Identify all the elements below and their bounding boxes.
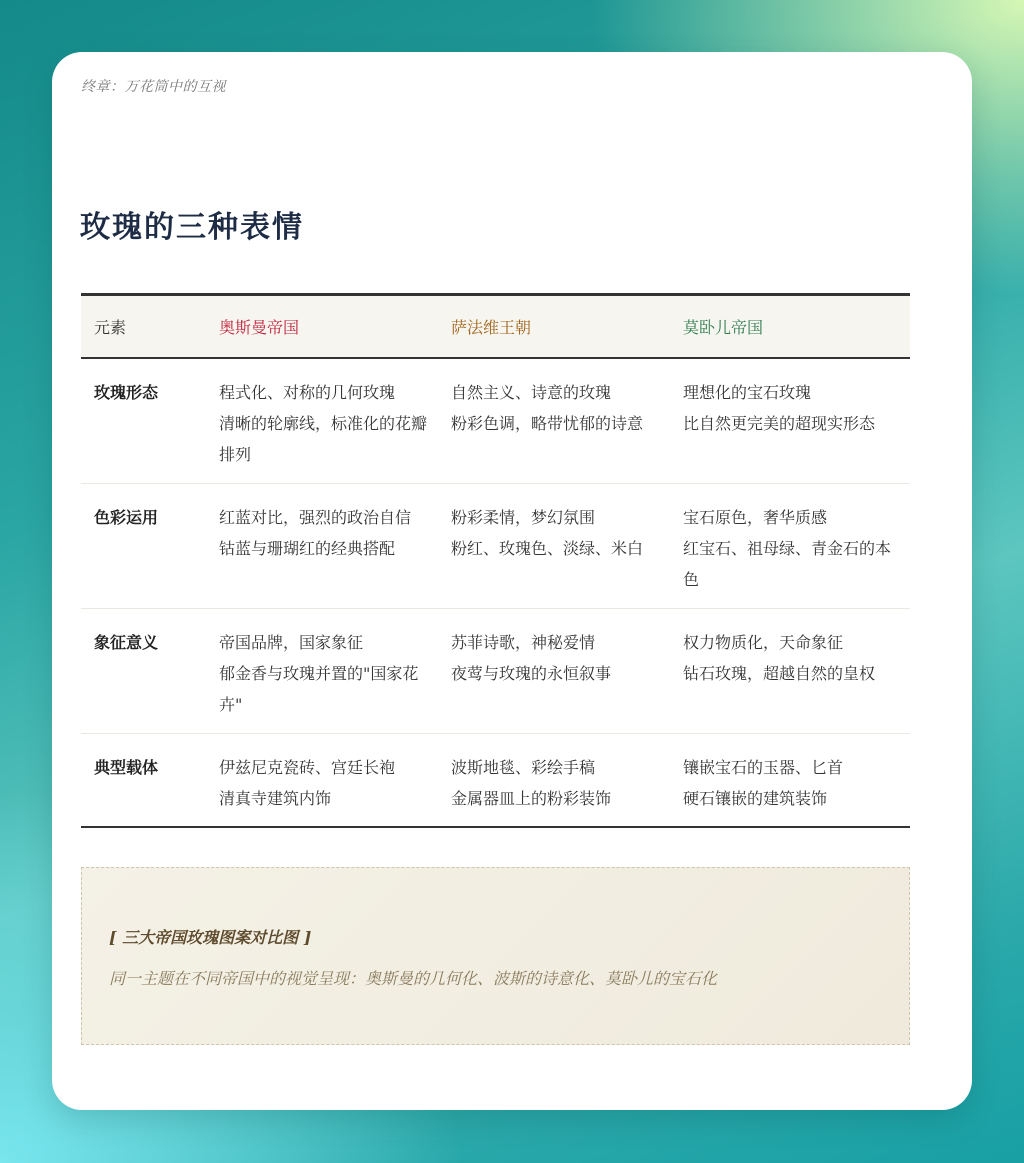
cell-line: 郁金香与玫瑰并置的"国家花卉" (219, 664, 419, 714)
image-placeholder-title: [ 三大帝国玫瑰图案对比图 ] (109, 928, 312, 947)
cell-line: 理想化的宝石玫瑰 (683, 383, 812, 402)
cell-line: 权力物质化，天命象征 (683, 633, 844, 652)
cell-line: 硬石镶嵌的建筑装饰 (683, 789, 828, 808)
table-cell (670, 734, 910, 828)
header-safavid: 萨法维王朝 (451, 318, 532, 337)
cell-line: 程式化、对称的几何玫瑰 (219, 383, 396, 402)
cell-line: 清晰的轮廓线，标准化的花瓣排列 (219, 414, 428, 464)
table-row (81, 358, 910, 484)
row-label: 色彩运用 (81, 484, 206, 609)
table-cell (670, 358, 910, 484)
content-card (52, 52, 972, 1110)
cell-line: 夜莺与玫瑰的永恒叙事 (451, 664, 612, 683)
image-placeholder-caption: 同一主题在不同帝国中的视觉呈现：奥斯曼的几何化、波斯的诗意化、莫卧儿的宝石化 (109, 969, 718, 988)
cell-line: 宝石原色，奢华质感 (683, 508, 828, 527)
header-element: 元素 (94, 318, 127, 337)
table-cell (438, 734, 670, 828)
table-row (81, 484, 910, 609)
comparison-table-wrapper (81, 293, 910, 828)
table-cell (438, 358, 670, 484)
cell-line: 粉红、玫瑰色、淡绿、米白 (451, 539, 644, 558)
cell-line: 红蓝对比，强烈的政治自信 (219, 508, 412, 527)
cell-line: 金属器皿上的粉彩装饰 (451, 789, 612, 808)
cell-line: 钴蓝与珊瑚红的经典搭配 (219, 539, 396, 558)
table-cell (438, 484, 670, 609)
table-row (81, 609, 910, 734)
table-cell (206, 358, 438, 484)
comparison-table (81, 293, 910, 828)
cell-line: 帝国品牌，国家象征 (219, 633, 364, 652)
table-cell (206, 484, 438, 609)
cell-line: 苏菲诗歌，神秘爱情 (451, 633, 596, 652)
table-header-row (81, 295, 910, 359)
cell-line: 清真寺建筑内饰 (219, 789, 332, 808)
image-placeholder (81, 867, 910, 1045)
cell-line: 钻石玫瑰，超越自然的皇权 (683, 664, 876, 683)
cell-line: 比自然更完美的超现实形态 (683, 414, 876, 433)
cell-line: 红宝石、祖母绿、青金石的本色 (683, 539, 892, 589)
cell-line: 粉彩色调，略带忧郁的诗意 (451, 414, 644, 433)
cell-line: 伊兹尼克瓷砖、宫廷长袍 (219, 758, 396, 777)
chapter-label: 终章：万花筒中的互视 (81, 79, 226, 95)
row-label: 典型载体 (81, 734, 206, 828)
page-title: 玫瑰的三种表情 (80, 210, 304, 245)
table-cell (670, 484, 910, 609)
row-label: 玫瑰形态 (81, 358, 206, 484)
table-cell (206, 609, 438, 734)
table-cell (438, 609, 670, 734)
row-label: 象征意义 (81, 609, 206, 734)
table-cell (206, 734, 438, 828)
cell-line: 自然主义、诗意的玫瑰 (451, 383, 612, 402)
header-mughal: 莫卧儿帝国 (683, 318, 764, 337)
table-row (81, 734, 910, 828)
table-cell (670, 609, 910, 734)
cell-line: 镶嵌宝石的玉器、匕首 (683, 758, 844, 777)
cell-line: 波斯地毯、彩绘手稿 (451, 758, 596, 777)
cell-line: 粉彩柔情，梦幻氛围 (451, 508, 596, 527)
header-ottoman: 奥斯曼帝国 (219, 318, 300, 337)
